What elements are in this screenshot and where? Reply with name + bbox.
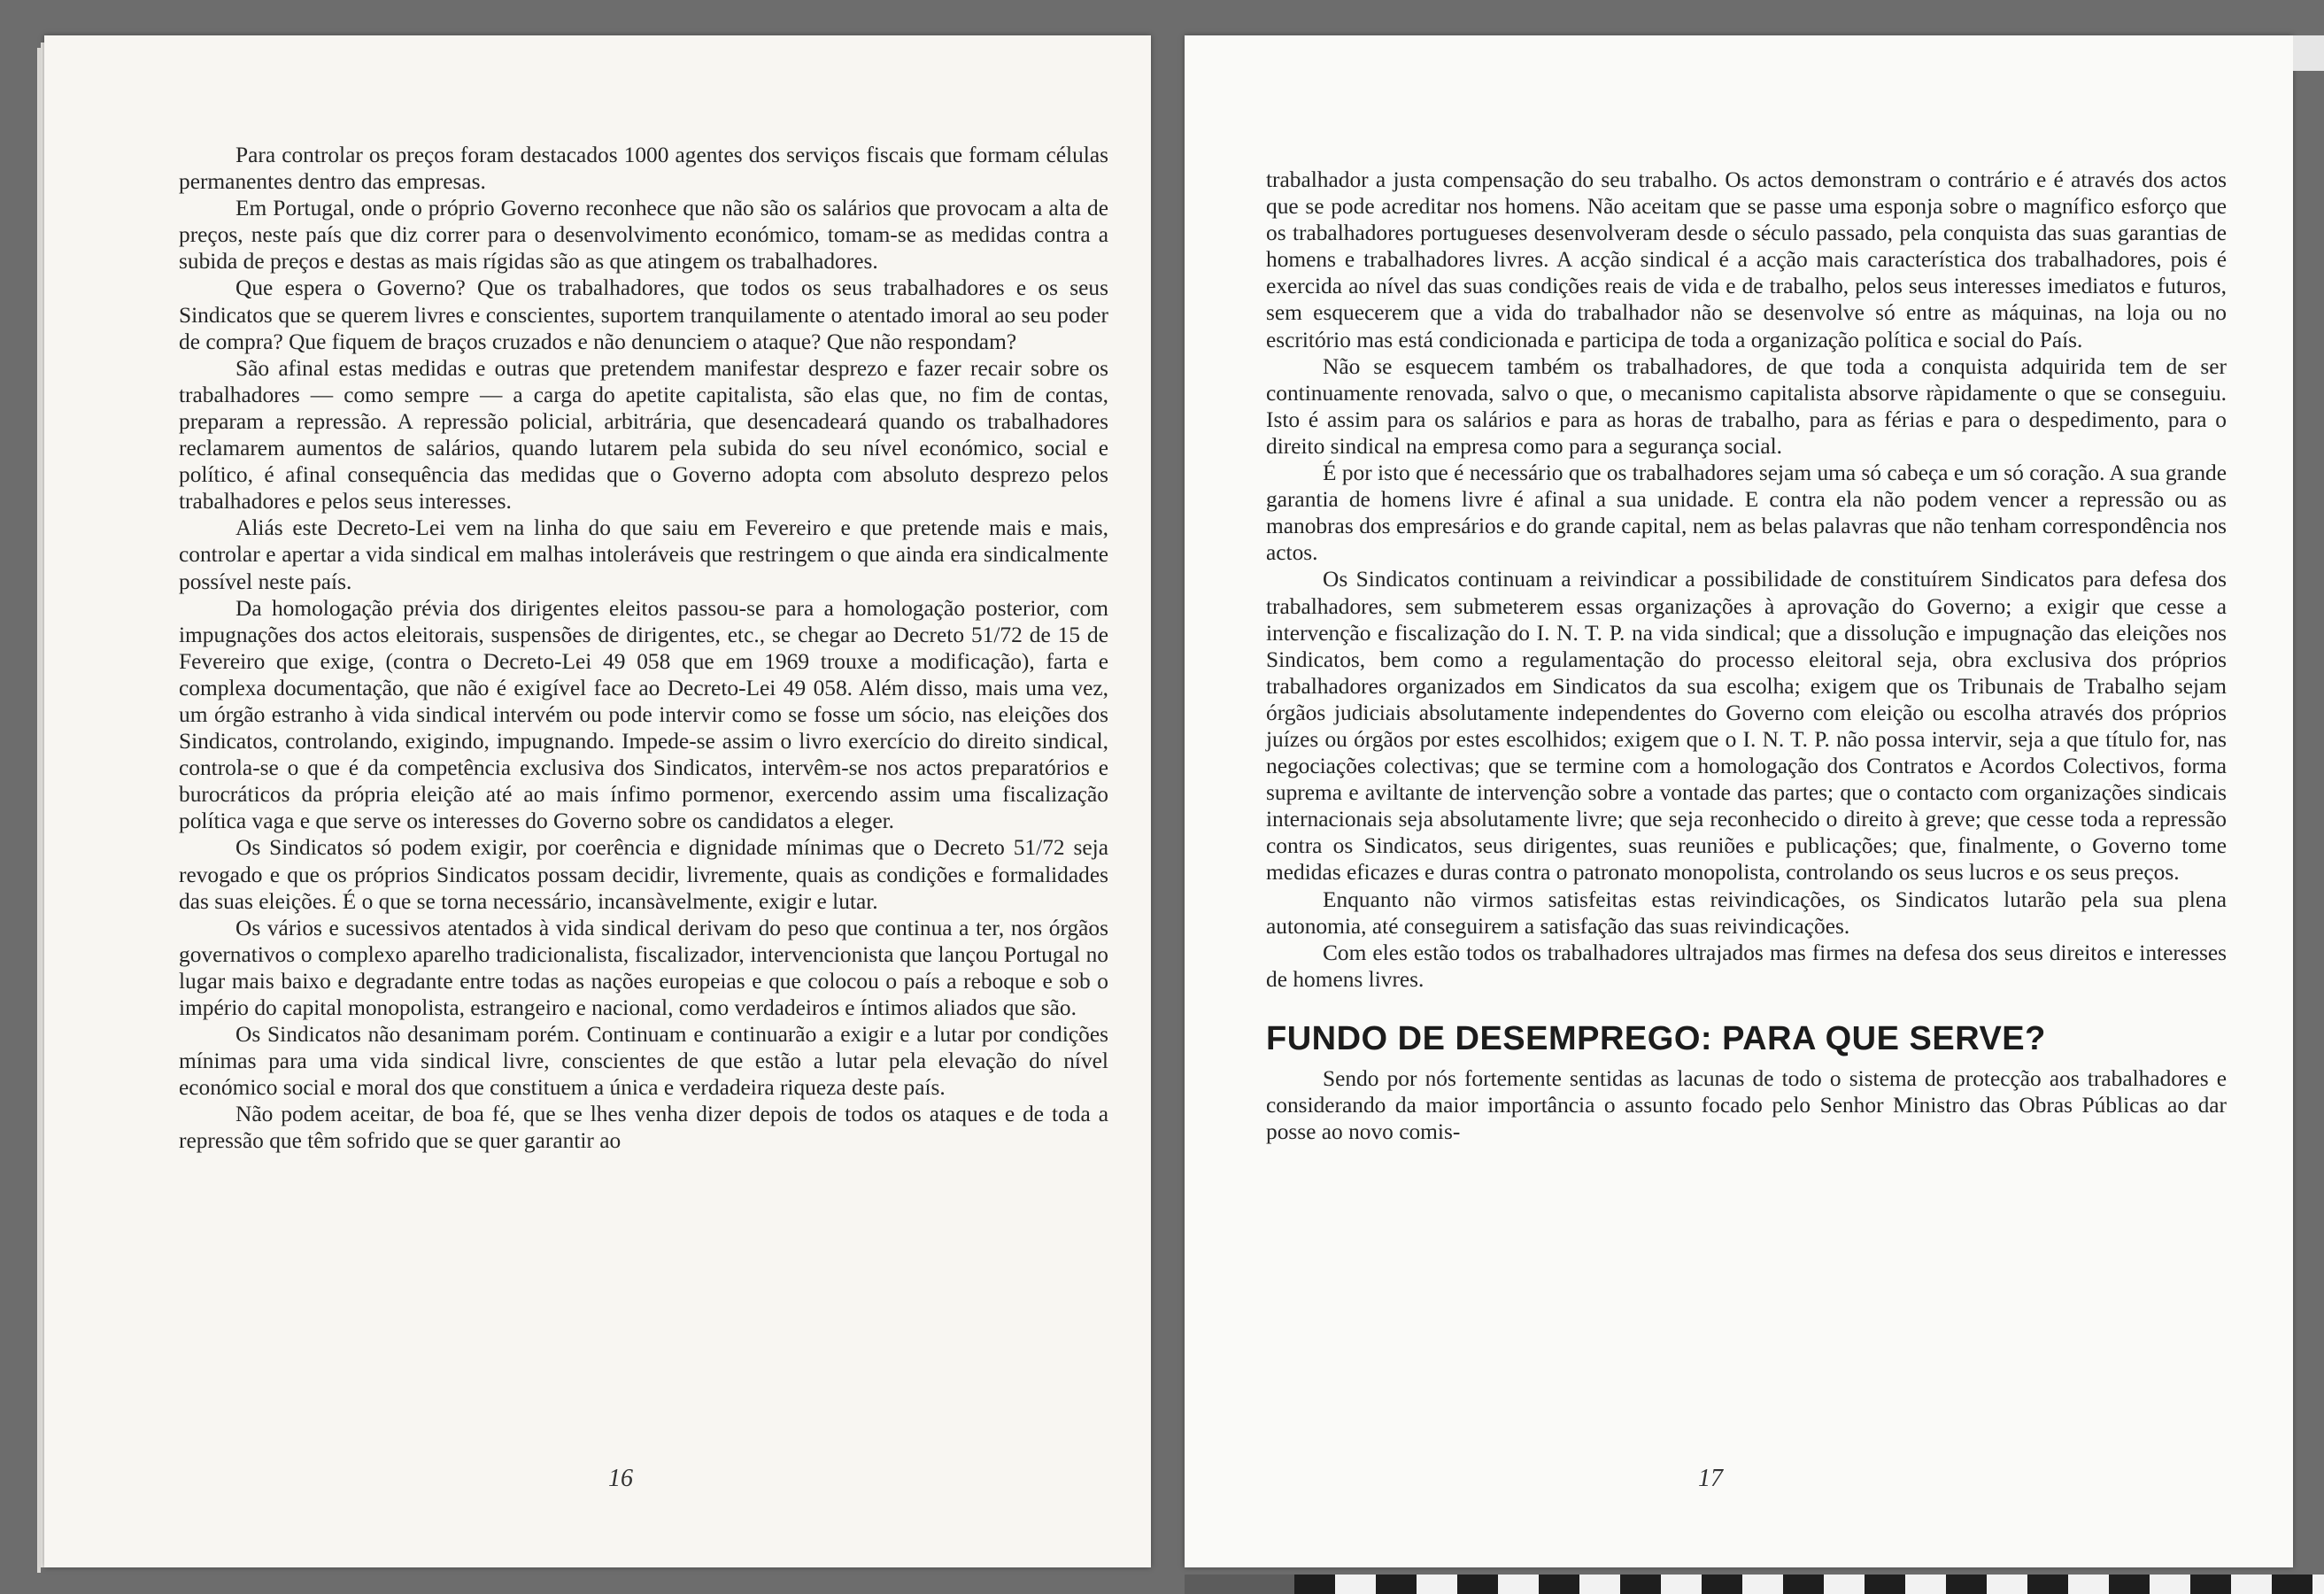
corner-tab [2293, 35, 2324, 71]
paragraph: Os Sindicatos continuam a reivindicar a possibilidade de constituírem Sindicatos para defesa dos trabalhadores, sem submeterem essas organizações à aprovação do Governo; a exigir que cesse a intervenção e fiscalização do I. N. T. P. na vida sindical; que a dissolução e impugnação das eleições nos Sindicatos, bem como a regulamentação do processo eleitoral seja, obra exclusiva dos próprios trabalhadores organizados em Sindicatos da sua escolha; exigem que os Tribunais de Trabalho sejam órgãos judiciais absolutamente independentes do Governo com eleição ou escolha através dos próprios juízes ou órgãos por estes escolhidos; exigem que o I. N. T. P. não possa intervir, seja a que título for, nas negociações colectivas; que se termine com a homologação dos Contratos e Acordos Colectivos, forma suprema e aviltante de intervenção sobre a vontade das partes; que o contacto com organizações sindicais internacionais seja absolutamente livre; que seja reconhecido o direito à greve; que cesse toda a repressão contra os Sindicatos, seus dirigentes, suas reuniões e publicações; que, finalmente, o Governo tome medidas eficazes e duras contra o patronato monopolista, controlando os seus lucros e os seus preços. [1266, 567, 2227, 886]
paragraph: Aliás este Decreto-Lei vem na linha do que saiu em Fevereiro e que pretende mais e mais, controlar e apertar a vida sindical em malhas intoleráveis que restringem o que ainda era sindicalmente possível neste país. [179, 515, 1108, 594]
paragraph: trabalhador a justa compensação do seu trabalho. Os actos demonstram o contrário e é através dos actos que se pode acreditar nos homens. Não aceitam que se passe uma esponja sobre o magnífico esforço que os trabalhadores portugueses desenvolveram desde o século passado, pela conquista das suas garantias de homens e trabalhadores livres. A acção sindical é a acção mais característica dos trabalhadores, pois é exercida ao nível das suas condições reais de vida e de trabalho, pelos seus interesses imediatos e futuros, sem esquecerem que a vida do trabalhador não se desenvolve só entre as máquinas, na loja ou no escritório mas está condicionada e participa de toda a organização política e social do País. [1266, 167, 2227, 352]
section-paragraphs [1266, 1065, 2227, 1145]
right-page-body [1266, 166, 2227, 1145]
page-number: 17 [1698, 1465, 1723, 1492]
paragraph: Os vários e sucessivos atentados à vida sindical derivam do peso que continua a ter, nos órgãos governativos o complexo aparelho tradicionalista, fiscalizador, intervencionista que lançou Portugal no lugar mais baixo e degradante entre todas as nações europeias e que colocou o país a reboque e sob o império do capital monopolista, estrangeiro e nacional, como verdadeiros e íntimos aliados que são. [179, 915, 1108, 1020]
paragraph: É por isto que é necessário que os trabalhadores sejam uma só cabeça e um só coração. A sua grande garantia de homens livre é afinal a sua unidade. E contra ela não podem vencer a repressão ou as manobras dos empresários e do grande capital, nem as belas palavras que não tenham correspondência nos actos. [1266, 460, 2227, 566]
paragraph: Da homologação prévia dos dirigentes eleitos passou-se para a homologação posterior, com impugnações dos actos eleitorais, suspensões de dirigentes, etc., se chegar ao Decreto 51/72 de 15 de Fevereiro que exige, (contra o Decreto-Lei 49 058 que em 1969 trouxe a modificação), farta e complexa documentação, que não é exigível face ao Decreto-Lei 49 058. Além disso, mais uma vez, um órgão estranho à vida sindical intervém ou pode intervir como se fosse um sócio, nas eleições dos Sindicatos, controlando, exigindo, impugnando. Impede-se assim o livro exercício do direito sindical, controla-se o que é da competência exclusiva dos Sindicatos, intervêm-se nos actos preparatórios e burocráticos da própria eleição até ao mais ínfimo pormenor, exercendo assim uma fiscalização política vaga e que serve os interesses do Governo sobre os candidatos a eleger. [179, 595, 1108, 834]
left-page [44, 35, 1151, 1567]
paragraph: Enquanto não virmos satisfeitas estas reivindicações, os Sindicatos lutarão pela sua plena autonomia, até conseguirem a satisfação das suas reivindicações. [1266, 886, 2227, 939]
scale-bar [1294, 1575, 2324, 1594]
paragraph: Em Portugal, onde o próprio Governo reconhece que não são os salários que provocam a alta de preços, neste país que diz correr para o desenvolvimento económico, tomam-se as medidas contra a subida de preços e destas as mais rígidas são as que atingem os trabalhadores. [179, 196, 1108, 275]
paragraph: Para controlar os preços foram destacados 1000 agentes dos serviços fiscais que formam células permanentes dentro das empresas. [179, 143, 1108, 195]
paragraph: Sendo por nós fortemente sentidas as lacunas de todo o sistema de protecção aos trabalhadores e considerando da maior importância o assunto focado pelo Senhor Ministro das Obras Públicas ao dar posse ao novo comis- [1266, 1065, 2227, 1145]
paragraph: Os Sindicatos só podem exigir, por coerência e dignidade mínimas que o Decreto 51/72 seja revogado e que os próprios Sindicatos possam decidir, livremente, quais as condições e formalidades das suas eleições. É o que se torna necessário, incansàvelmente, exigir e lutar. [179, 835, 1108, 914]
scale-bar-edge [1185, 1575, 1294, 1594]
paragraph: Com eles estão todos os trabalhadores ultrajados mas firmes na defesa dos seus direitos e interesses de homens livres. [1266, 940, 2227, 992]
section-heading: FUNDO DE DESEMPREGO: PARA QUE SERVE? [1266, 1019, 2046, 1057]
page-edge [37, 48, 41, 1573]
paragraph: Não se esquecem também os trabalhadores, de que toda a conquista adquirida tem de ser continuamente renovada, salvo o que, o mecanismo capitalista absorve ràpidamente o que se conseguiu. Isto é assim para os salários e para as horas de trabalho, para as férias e para o despedimento, para o direito sindical na empresa como para a segurança social. [1266, 353, 2227, 459]
right-page-paragraphs [1266, 166, 2227, 993]
right-page [1185, 35, 2293, 1567]
page-number: 16 [608, 1465, 633, 1492]
paragraph: São afinal estas medidas e outras que pretendem manifestar desprezo e fazer recair sobre os trabalhadores — como sempre — a carga do apetite capitalista, são elas que, no fim de contas, preparam a repressão. A repressão policial, arbitrária, que desencadeará quando os trabalhadores reclamarem aumentos de salários, quando lutarem pela subida do seu nível económico, social e político, é afinal consequência das medidas que o Governo adopta com absoluto desprezo pelos trabalhadores e pelos seus interesses. [179, 355, 1108, 515]
paragraph: Que espera o Governo? Que os trabalhadores, que todos os seus trabalhadores e os seus Sindicatos que se querem livres e conscientes, suportem tranquilamente o atentado imoral ao seu poder de compra? Que fiquem de braços cruzados e não denunciem o ataque? Que não respondam? [179, 275, 1108, 354]
paragraph: Os Sindicatos não desanimam porém. Continuam e continuarão a exigir e a lutar por condições mínimas para uma vida sindical livre, conscientes de que estão a lutar pela elevação do nível económico social e moral dos que constituem a única e verdadeira riqueza deste país. [179, 1022, 1108, 1101]
left-page-body [179, 142, 1108, 1155]
paragraph: Não podem aceitar, de boa fé, que se lhes venha dizer depois de todos os ataques e de toda a repressão que têm sofrido que se quer garantir ao [179, 1102, 1108, 1154]
